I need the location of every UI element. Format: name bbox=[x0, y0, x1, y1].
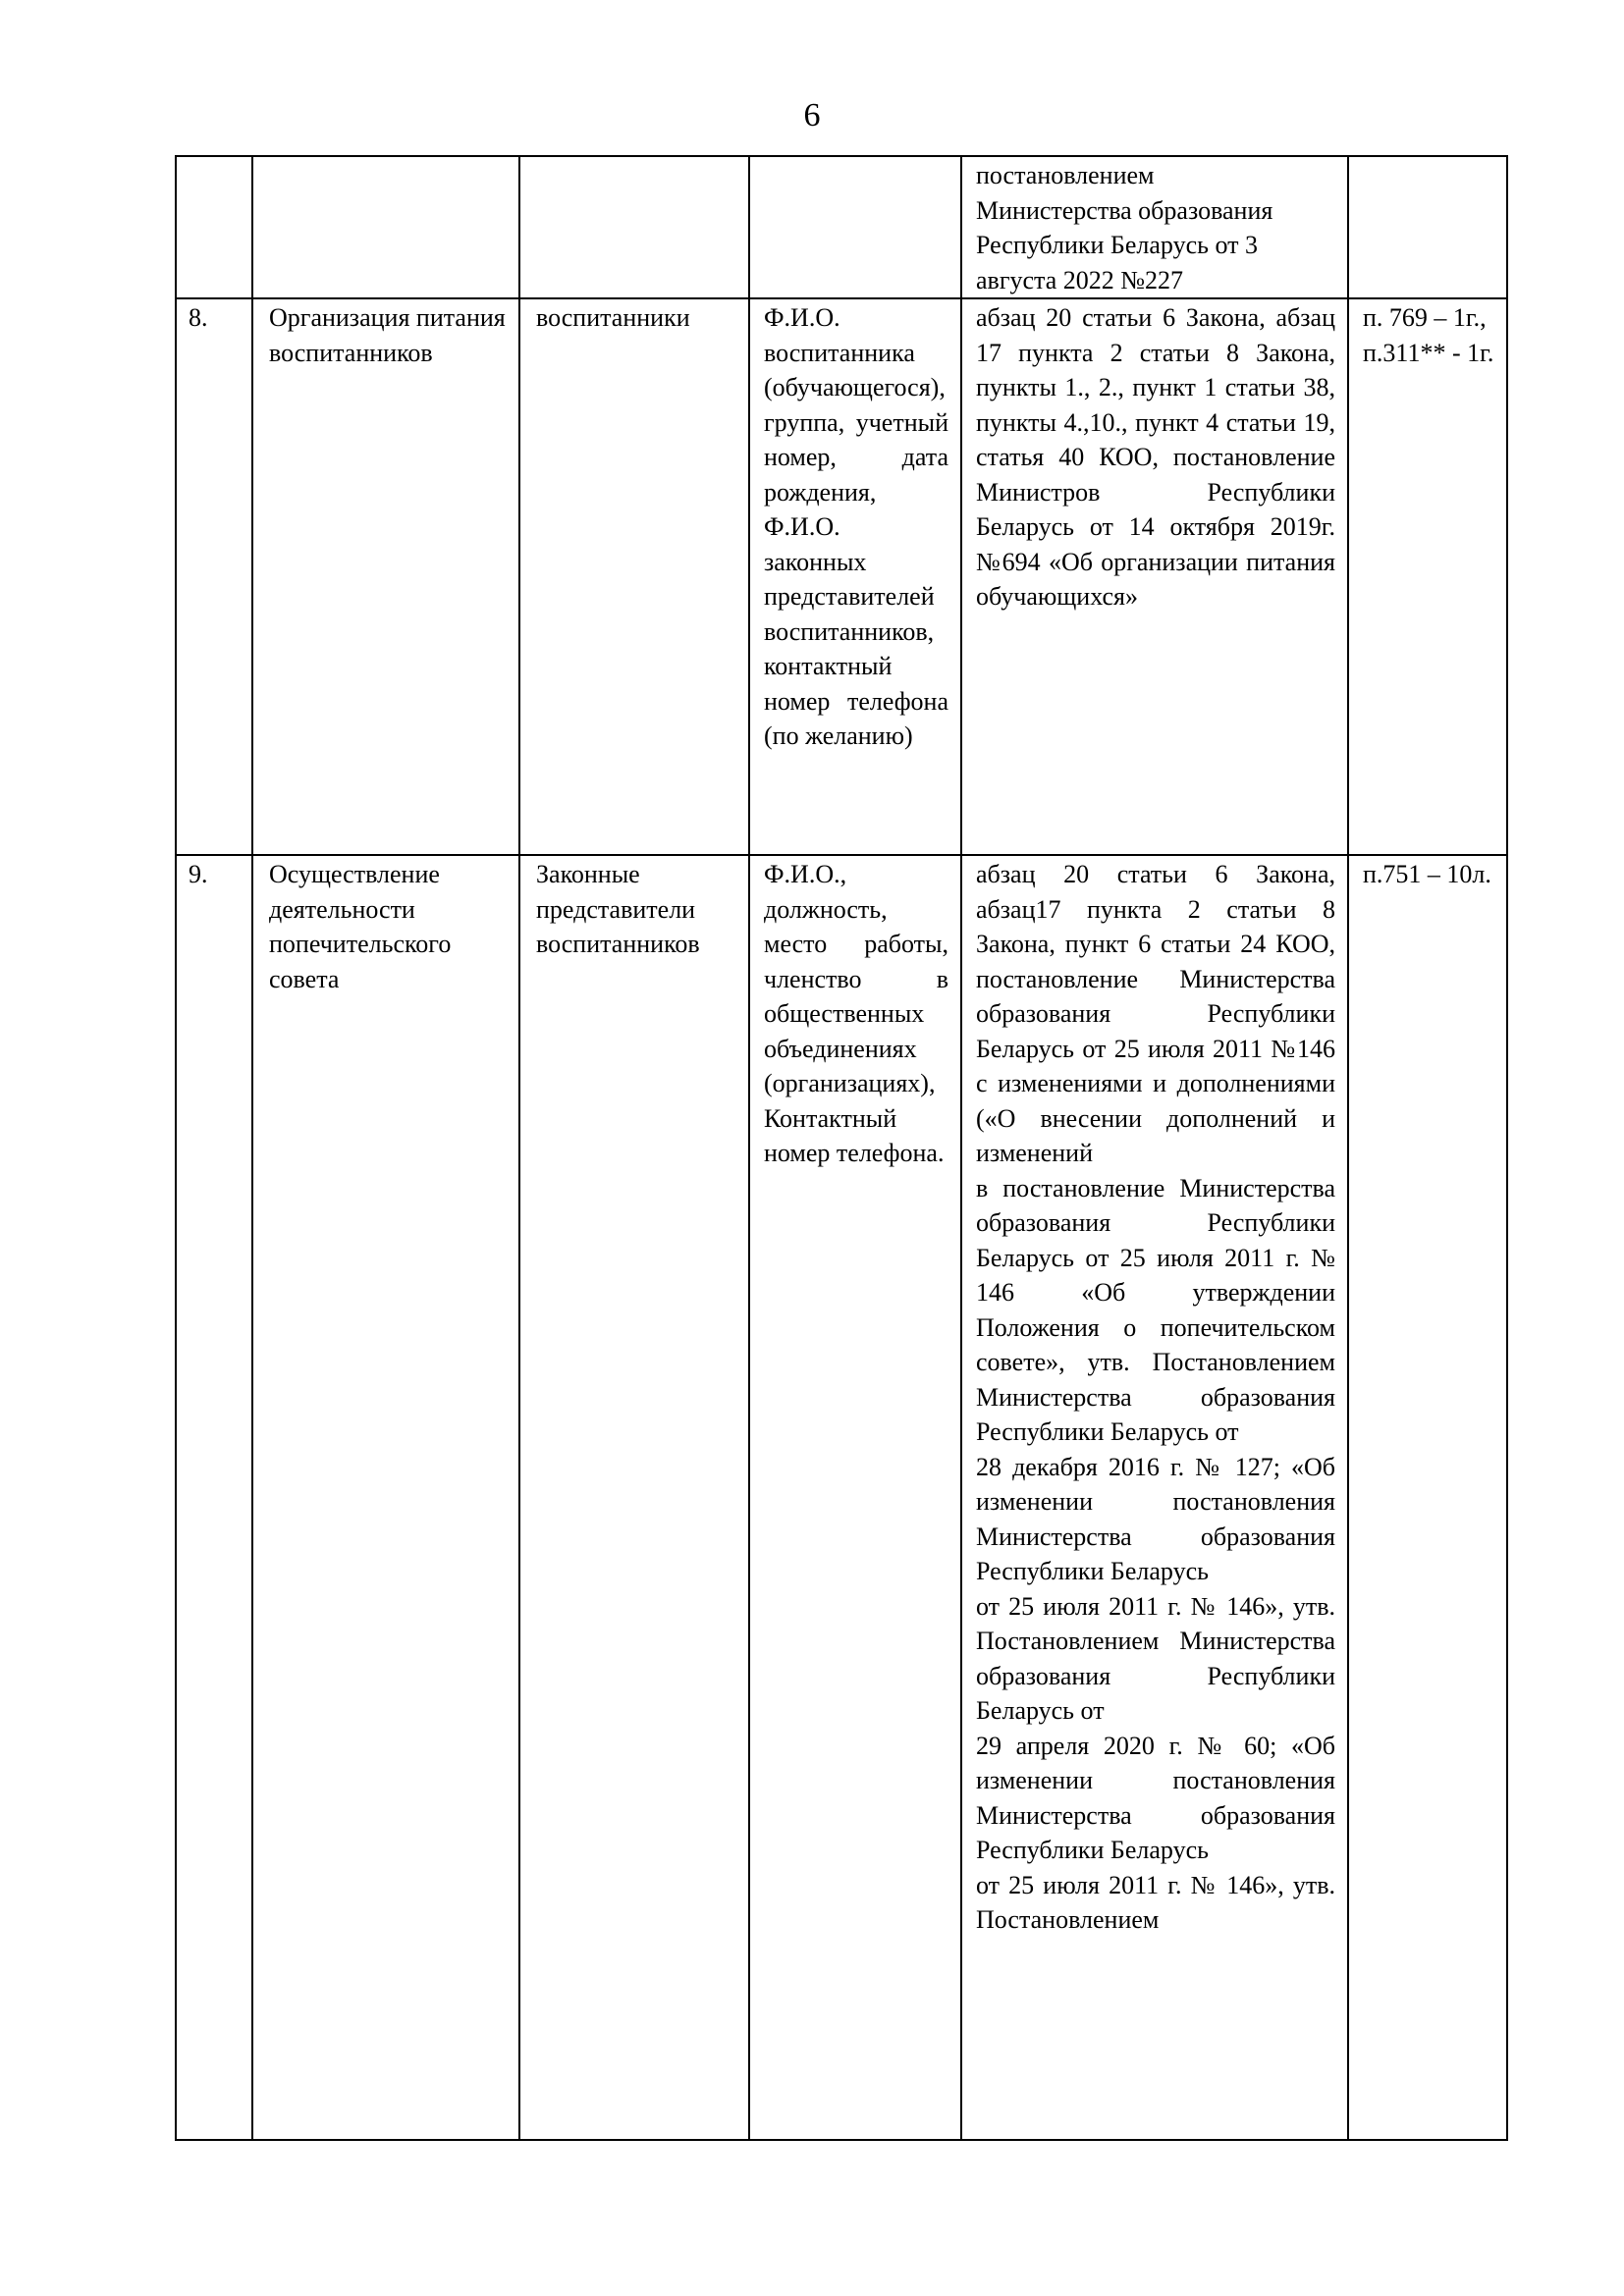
legal-basis-paragraph: абзац 20 статьи 6 Закона, абзац17 пункта 2 статьи 8 Закона, пункт 6 статьи 24 КОО, постановление Министерства образования Республики Беларусь от 25 июля 2011 №146 с изменениями и дополнениями («О внесении дополнений и изменений bbox=[976, 860, 1335, 1167]
cell-purpose: Осуществление деятельности попечительского совета bbox=[252, 855, 519, 2140]
cell-subjects: воспитанники bbox=[519, 298, 749, 855]
legal-basis-paragraph: от 25 июля 2011 г. № 146», утв. Постановлением bbox=[976, 1870, 1335, 1934]
legal-basis-paragraph: 28 декабря 2016 г. № 127; «Об изменении постановления Министерства образования Республики Беларусь bbox=[976, 1452, 1335, 1585]
cell-data-list bbox=[749, 156, 961, 298]
cell-number: 9. bbox=[176, 855, 252, 2140]
legal-basis-paragraph: от 25 июля 2011 г. № 146», утв. Постановлением Министерства образования Республики Беларусь от bbox=[976, 1591, 1335, 1725]
cell-legal-basis: абзац 20 статьи 6 Закона, абзац 17 пункта 2 статьи 8 Закона, пункты 1., 2., пункт 1 статьи 38, пункты 4.,10., пункт 4 статьи 19, статья 40 КОО, постановление Министров Республики Беларусь от 14 октября 2019г. №694 «Об организации питания обучающихся» bbox=[961, 298, 1348, 855]
cell-legal-basis bbox=[961, 855, 1348, 2140]
personal-data-table bbox=[175, 155, 1508, 2141]
legal-basis-paragraph: в постановление Министерства образования Республики Беларусь от 25 июля 2011 г. № 146 «Об утверждении Положения о попечительском совете», утв. Постановлением Министерства образования Республики Беларусь от bbox=[976, 1173, 1335, 1446]
legal-basis-paragraph: 29 апреля 2020 г. № 60; «Об изменении постановления Министерства образования Республики Беларусь bbox=[976, 1731, 1335, 1864]
legal-basis-line: Республики Беларусь от 3 bbox=[976, 231, 1258, 259]
cell-data-list: Ф.И.О., должность, место работы, членство в общественных объединениях (организациях), Контактный номер телефона. bbox=[749, 855, 961, 2140]
cell-subjects bbox=[519, 156, 749, 298]
cell-subjects: Законные представители воспитанников bbox=[519, 855, 749, 2140]
cell-storage-term bbox=[1348, 156, 1507, 298]
legal-basis-line: Министерства образования bbox=[976, 195, 1273, 225]
cell-storage-term: п. 769 – 1г., п.311** - 1г. bbox=[1348, 298, 1507, 855]
table-row bbox=[176, 298, 1507, 855]
table-row-continuation bbox=[176, 156, 1507, 298]
cell-legal-basis bbox=[961, 156, 1348, 298]
legal-basis-line: августа 2022 №227 bbox=[976, 265, 1184, 294]
cell-number: 8. bbox=[176, 298, 252, 855]
cell-data-list: Ф.И.О. воспитанника (обучающегося), группа, учетный номер, дата рождения, Ф.И.О. законных представителей воспитанников, контактный номер телефона (по желанию) bbox=[749, 298, 961, 855]
page-number: 6 bbox=[803, 97, 821, 133]
table-row bbox=[176, 855, 1507, 2140]
cell-purpose bbox=[252, 156, 519, 298]
cell-storage-term: п.751 – 10л. bbox=[1348, 855, 1507, 2140]
cell-purpose: Организация питания воспитанников bbox=[252, 298, 519, 855]
cell-number bbox=[176, 156, 252, 298]
legal-basis-line: постановлением bbox=[976, 161, 1155, 189]
